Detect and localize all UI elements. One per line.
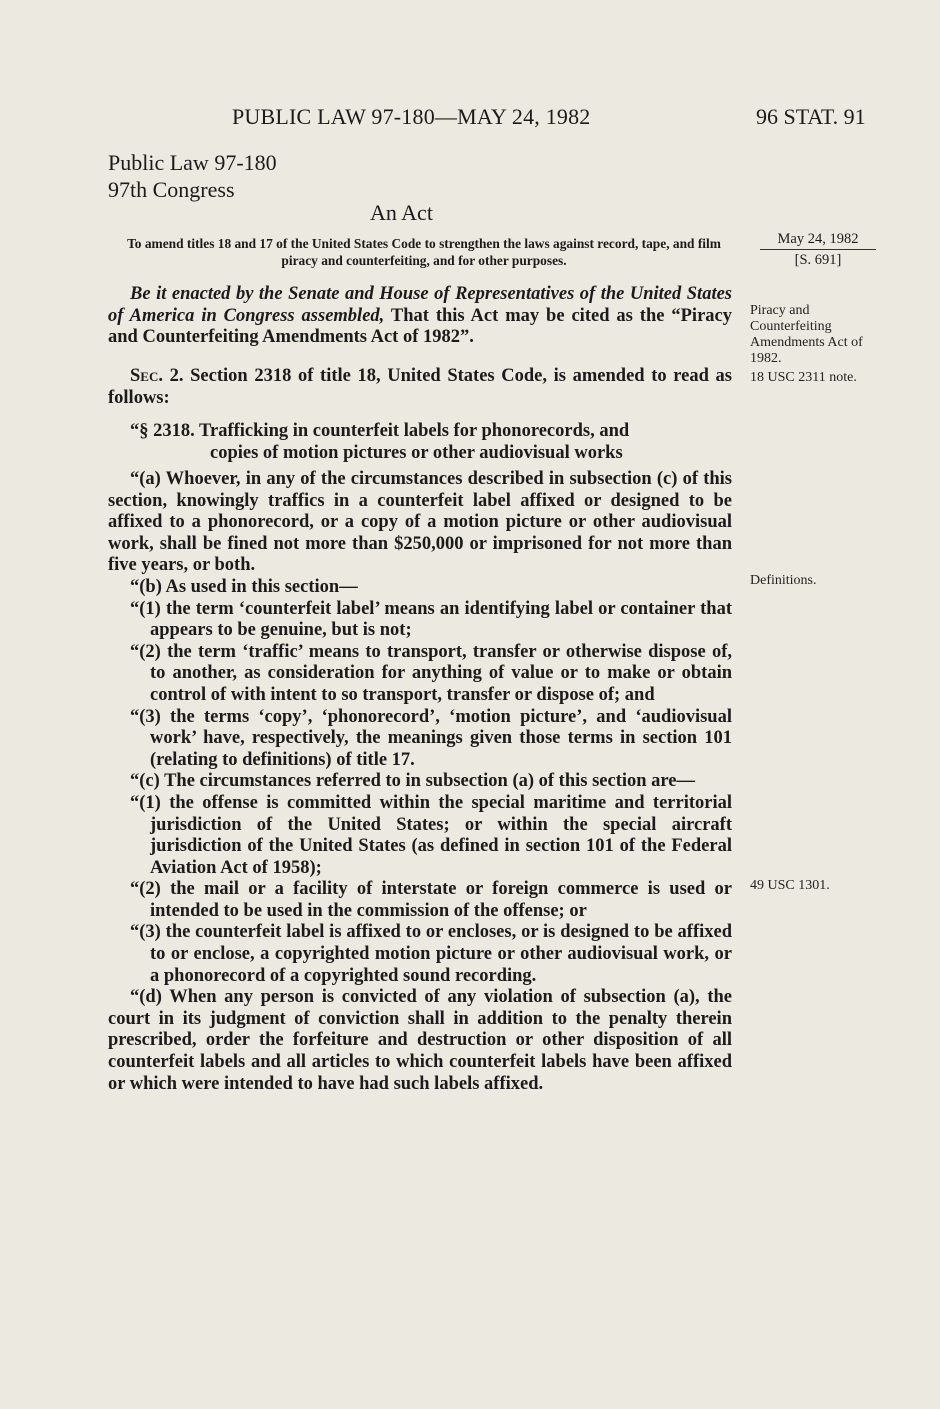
stat-page-number: 96 STAT. 91	[756, 104, 866, 129]
paragraph-c3: “(3) the counterfeit label is affixed to or encloses, or is designed to be affixed to or enclose, a copyrighted motion picture or other audiovisual work, or a phonorecord of a copyrighted sound recording.	[130, 922, 732, 986]
subsection-c: “(c) The circumstances referred to in subsection (a) of this section are—	[130, 771, 696, 792]
paragraph-c1: “(1) the offense is committed within the special maritime and territorial jurisdiction of the United States; or within the special aircraft jurisdiction of the United States (as defined in section 101 of the Federal Aviation Act of 1958);	[130, 792, 732, 878]
subsection-d: “(d) When any person is convicted of any violation of subsection (a), the court in its judgment of conviction shall in addition to the penalty therein prescribed, order the forfeiture and destruction or other disposition of all counterfeit labels and all articles to which counterfeit labels have been affixed or which were intended to have had such labels affixed.	[108, 987, 732, 1094]
margin-note-usc-1301: 49 USC 1301.	[750, 878, 830, 893]
margin-note-short-title: Piracy and Counterfeiting Amendments Act of 1982.	[750, 303, 863, 366]
running-head: PUBLIC LAW 97-180—MAY 24, 1982	[232, 104, 591, 129]
section-2-label: Sec. 2.	[130, 366, 184, 386]
paragraph-b3: “(3) the terms ‘copy’, ‘phonorecord’, ‘motion picture’, and ‘audiovisual work’ have, respectively, the meanings given those terms in section 101 (relating to definitions) of title 17.	[130, 706, 732, 770]
margin-note-definitions: Definitions.	[750, 573, 817, 588]
enacting-formula: Be it enacted by the Senate and House of Representatives of the United States of America in Congress assembled,	[108, 284, 732, 326]
paragraph-b1: “(1) the term ‘counterfeit label’ means an identifying label or container that appears to be genuine, but is not;	[130, 598, 732, 641]
subsection-b: “(b) As used in this section—	[130, 576, 358, 597]
paragraph-b2: “(2) the term ‘traffic’ means to transport, transfer or otherwise dispose of, to another, as consideration for anything of value or to make or obtain control of with intent to so transport, transfer or dispose of; and	[130, 641, 732, 705]
section-2	[108, 366, 732, 409]
margin-note-usc-2311: 18 USC 2311 note.	[750, 370, 857, 385]
section-2-text: Section 2318 of title 18, United States Code, is amended to read as follows:	[108, 366, 732, 408]
act-purpose: To amend titles 18 and 17 of the United States Code to strengthen the laws against record, tape, and film piracy and counterfeiting, and for other purposes.	[127, 236, 721, 268]
paragraph-c2: “(2) the mail or a facility of interstate or foreign commerce is used or intended to be used in the commission of the offense; or	[130, 879, 732, 921]
margin-date: May 24, 1982	[760, 231, 876, 250]
section-heading-line-1: “§ 2318. Trafficking in counterfeit labels for phonorecords, and	[130, 421, 630, 441]
public-law-number: Public Law 97-180	[108, 150, 277, 175]
congress-number: 97th Congress	[108, 177, 235, 202]
section-heading	[108, 421, 732, 464]
enacting-clause	[108, 284, 732, 349]
margin-bill-number: [S. 691]	[794, 252, 842, 268]
subsection-a: “(a) Whoever, in any of the circumstances described in subsection (c) of this section, knowingly traffics in a counterfeit label affixed or designed to be affixed to a phonorecord, or a copy of a motion picture or other audiovisual work, shall be fined not more than $250,000 or imprisoned for not more than five years, or both.	[108, 469, 732, 576]
short-title-text: That this Act may be cited as the “Piracy and Counterfeiting Amendments Act of 1982”.	[108, 305, 732, 348]
section-heading-line-2: copies of motion pictures or other audiovisual works	[210, 442, 623, 463]
section-2318-body	[108, 469, 732, 1095]
act-title: An Act	[370, 200, 433, 225]
